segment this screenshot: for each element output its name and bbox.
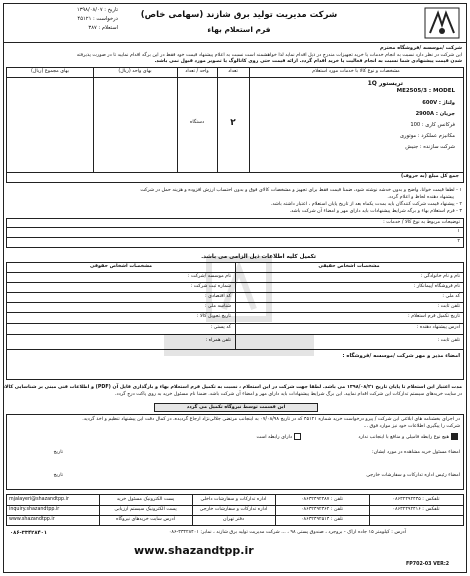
col-unit-price-header: بهای واحد (ریال) bbox=[118, 69, 152, 74]
legal-reg-number: شماره ثبت شرکت : bbox=[190, 284, 231, 289]
internal-title-box bbox=[154, 403, 318, 412]
real-national-code: کد ملی : bbox=[442, 294, 460, 299]
legal-national-id: شناسه ملی : bbox=[204, 304, 231, 309]
form-header bbox=[4, 4, 466, 43]
contact-dept-1: اداره تدارکات و سفارشات خارجی bbox=[199, 507, 268, 512]
form-title: فرم استعلام بهاء bbox=[207, 25, 271, 34]
deadline-line-2: در سایت خریدهای سیستم تدارکات این شرکت اقدام نمایید. این برگ شرایط پیشنهادات باید دارای مهر و امضاء آن شرکت باشد. ضمنا نام مسئول خرید به روی پاکت درج گردد. bbox=[114, 392, 462, 397]
landline-phone: تلفن ثابت : bbox=[437, 338, 460, 343]
bidder-address: آدرس پیشنهاد دهنده : bbox=[416, 325, 460, 330]
date-label: تاریخ : ۱۳۹۸/۰۸/۰۷ bbox=[76, 7, 118, 13]
buyer-sign-date: تاریخ bbox=[53, 450, 63, 455]
footer-phone: ۰۸۶-۳۳۴۲۸۴۰۱ bbox=[10, 530, 47, 536]
item-table bbox=[6, 67, 464, 183]
contact-label-0: پست الکترونیک مسئول خرید bbox=[116, 497, 175, 502]
item-model: ME2505/3 : MODEL bbox=[396, 88, 455, 94]
col-unit-header: واحد / تعداد bbox=[185, 69, 209, 74]
spec-1: جریان : 2900A bbox=[415, 111, 455, 117]
spec-2: فرکانس کاری : 100 bbox=[410, 122, 455, 128]
info-table bbox=[6, 262, 464, 380]
request-label: درخواست : ۴۵۱۲۱ bbox=[77, 16, 118, 22]
real-full-name: نام و نام خانوادگی : bbox=[420, 274, 460, 279]
checkbox-icon[interactable] bbox=[294, 433, 301, 440]
contact-email-inquiry[interactable]: inquiry.shazandtpp.ir bbox=[9, 507, 60, 512]
inquiry-form-page bbox=[3, 3, 467, 573]
contact-email-buyer[interactable]: mjalayeri@shazandtpp.ir bbox=[9, 497, 69, 502]
col-total-header: بهای مجموع (ریال) bbox=[31, 69, 69, 74]
intro-line-2: شدن قیمت پیشنهادی شما نسبت به انجام فعالیت یا خرید اقدام گردد. ارائه قیمت حتی روی کاتالوگ یا تصویر مورد قبول نمی باشد. bbox=[154, 59, 462, 64]
internal-box bbox=[6, 414, 464, 490]
mobile-phone: تلفن همراه : bbox=[205, 338, 231, 343]
contact-phone-2: تلفن : ۰۸۶۳۲۴۹۲۵۱۴ bbox=[300, 517, 343, 522]
internal-title: این قسمت توسط نیروگاه تکمیل می گردد bbox=[186, 405, 286, 410]
footer-url[interactable]: www.shazandtpp.ir bbox=[134, 544, 254, 557]
inquiry-label: استعلام : ۳۸۷ bbox=[88, 25, 118, 31]
col-qty-header: تعداد bbox=[228, 69, 238, 74]
option-no-relation[interactable]: هیچ نوع رابطه فامیلی و منافع با اینجانب ندارد bbox=[358, 433, 460, 441]
contact-dept-0: اداره تدارکات و سفارشات داخلی bbox=[200, 497, 267, 502]
salutation: شرکت /موسسه /فروشگاه محترم bbox=[379, 45, 462, 51]
legal-header: مشخصات اشخاص حقوقی bbox=[90, 264, 152, 269]
contact-fax-0: تلفکس : ۰۸۶۳۲۴۹۲۴۳۵ bbox=[392, 497, 440, 502]
info-title: تکمیل کلیه اطلاعات ذیل الزامی می باشد. bbox=[201, 254, 316, 260]
spec-4: شرکت سازنده : جنیش bbox=[405, 144, 455, 150]
contact-phone-0: تلفن : ۰۸۶۳۲۴۹۲۴۸۷ bbox=[300, 497, 343, 502]
real-phone: تلفن ثابت : bbox=[437, 304, 460, 309]
contact-dept-2: دفتر تهران bbox=[222, 517, 245, 522]
spec-0: ولتاژ : 600V bbox=[422, 100, 455, 106]
explanations-title: توضیحات مربوط به نوع کالا / خدمات : bbox=[383, 220, 460, 225]
note-3: ۳ - فرم استعلام بهاء و برگه شرایط پیشنهادات باید دارای مهر و امضاء آن شرکت باشد. bbox=[289, 209, 462, 214]
intro-line-1: این شرکت در نظر دارد نسبت به انجام خدمات یا خرید تجهیزات مندرج در ذیل اقدام نماید لذا خواهشمند است نسبت به اعلام پیشنهاد قیمت خود فقط در این برگه اقدام نمایید تا در صورت پذیرفته bbox=[76, 53, 462, 58]
explanation-row-1: ۱ bbox=[457, 229, 460, 234]
item-unit: دستگاه bbox=[189, 120, 205, 125]
note-1: ۱ - لطفا قیمت خوانا، واضح و بدون خدشه نوشته شود، ضمنا قیمت فقط برای تجهیز و مشخصات کالای فوق و بدون احتساب ارزش افزوده و هزینه حمل در شرکت bbox=[140, 188, 462, 193]
contacts-table bbox=[6, 494, 464, 526]
item-quantity: ۲ bbox=[230, 118, 236, 128]
note-1-cont: پیشنهاد دهنده لحاظ و اعلام گردد. bbox=[387, 195, 454, 200]
form-code: FP702-03 VER:2 bbox=[406, 562, 450, 567]
contact-label-2: آدرس سایت خریدهای نیروگاه bbox=[116, 517, 175, 522]
deadline-line-1: مدت اعتبار این استعلام تا پایان تاریخ ۱۳۹۸/۰۸/۲۱ می باشد. لطفا جهت شرکت در این استعلام ، نسبت به تکمیل فرم استعلام بهاء و بارگذاری فایل آن (PDF) و اطلاعات فنی مبنی بر شناسایی کالا، bbox=[3, 385, 462, 390]
buyer-signature: امضاء مسئول خرید مشاهده در مورد ایشان: bbox=[371, 450, 460, 455]
head-signature: امضاء رئیس اداره تدارکات و سفارشات خارجی bbox=[366, 473, 460, 478]
legal-company-name: نام موسسه /شرکت : bbox=[187, 274, 231, 279]
legal-delivery-date: تاریخ تحویل کالا : bbox=[196, 314, 231, 319]
total-words-label: جمع کل مبلغ (به حروف) bbox=[401, 174, 459, 179]
contact-fax-1: تلفکس : ۰۸۶۳۲۴۹۲۴۱۶ bbox=[392, 507, 440, 512]
legal-economic-code: کد اقتصادی : bbox=[204, 294, 231, 299]
option-has-relation[interactable]: دارای رابطه است bbox=[257, 433, 303, 441]
spec-3: مکانیزم عملکرد : موتوری bbox=[400, 133, 455, 139]
checkbox-checked-icon[interactable] bbox=[451, 433, 458, 440]
contact-label-1: پست الکترونیک سیستم ارزیابی bbox=[114, 507, 177, 512]
head-sign-date: تاریخ bbox=[53, 473, 63, 478]
form-meta bbox=[8, 6, 118, 33]
item-title: تریستور 1Q bbox=[367, 80, 403, 87]
fill-date: تاریخ تکمیل فرم استعلام : bbox=[408, 314, 460, 319]
explanations-box bbox=[6, 218, 464, 248]
contact-phone-1: تلفن : ۰۸۶۳۲۴۹۲۳۶۲ bbox=[300, 507, 343, 512]
company-name: شرکت مدیریت تولید برق شازند (سهامی خاص) bbox=[140, 10, 338, 20]
note-2: ۲ - پیشنهاد قیمت شرکت کنندگان باید بمدت یکماه بعد از تاریخ پایان استعلام ، اعتبار داشته باشد. bbox=[270, 202, 462, 207]
company-logo-icon bbox=[424, 7, 460, 39]
explanation-row-2: ۲ bbox=[457, 239, 460, 244]
internal-line-2: شرکت را پیگیری اطلاعات خود نیز موارد فوق ... bbox=[363, 424, 460, 429]
real-header: مشخصات اشخاص حقیقی bbox=[318, 264, 380, 269]
stamp-signature: امضاء مدیر و مهر شرکت /موسسه /فروشگاه : bbox=[342, 353, 460, 359]
col-desc-header: مشخصات و نوع کالا با خدمات مورد استعلام bbox=[312, 69, 400, 74]
real-shop-name: نام فروشگاه /پیمانکار : bbox=[413, 284, 460, 289]
contact-site[interactable]: www.shazandtpp.ir bbox=[9, 517, 55, 522]
footer-address: آدرس : کیلومتر ۱۵ جاده اراک - بروجرد ، صندوق پستی ۹۸ ، ... شرکت مدیریت تولید برق شازند ، نمابر: ۳۳۴۲۸۴۰۱-۰۸۶ bbox=[168, 530, 406, 535]
internal-line-1: در اجرای بخشنامه های ابلاغی این شرکت / پیرو درخواست خرید شماره ۴۵۱۲۱ که در تاریخ ۰۷/۰۸/۹۸ به اینجانب مرتضی جلالی‌نژاد ارجاع گردیده، در کمال دقت این پیشنهاد تنظیم و اخذ گردید. bbox=[82, 417, 460, 422]
legal-postal-code: کد پستی : bbox=[210, 325, 231, 330]
